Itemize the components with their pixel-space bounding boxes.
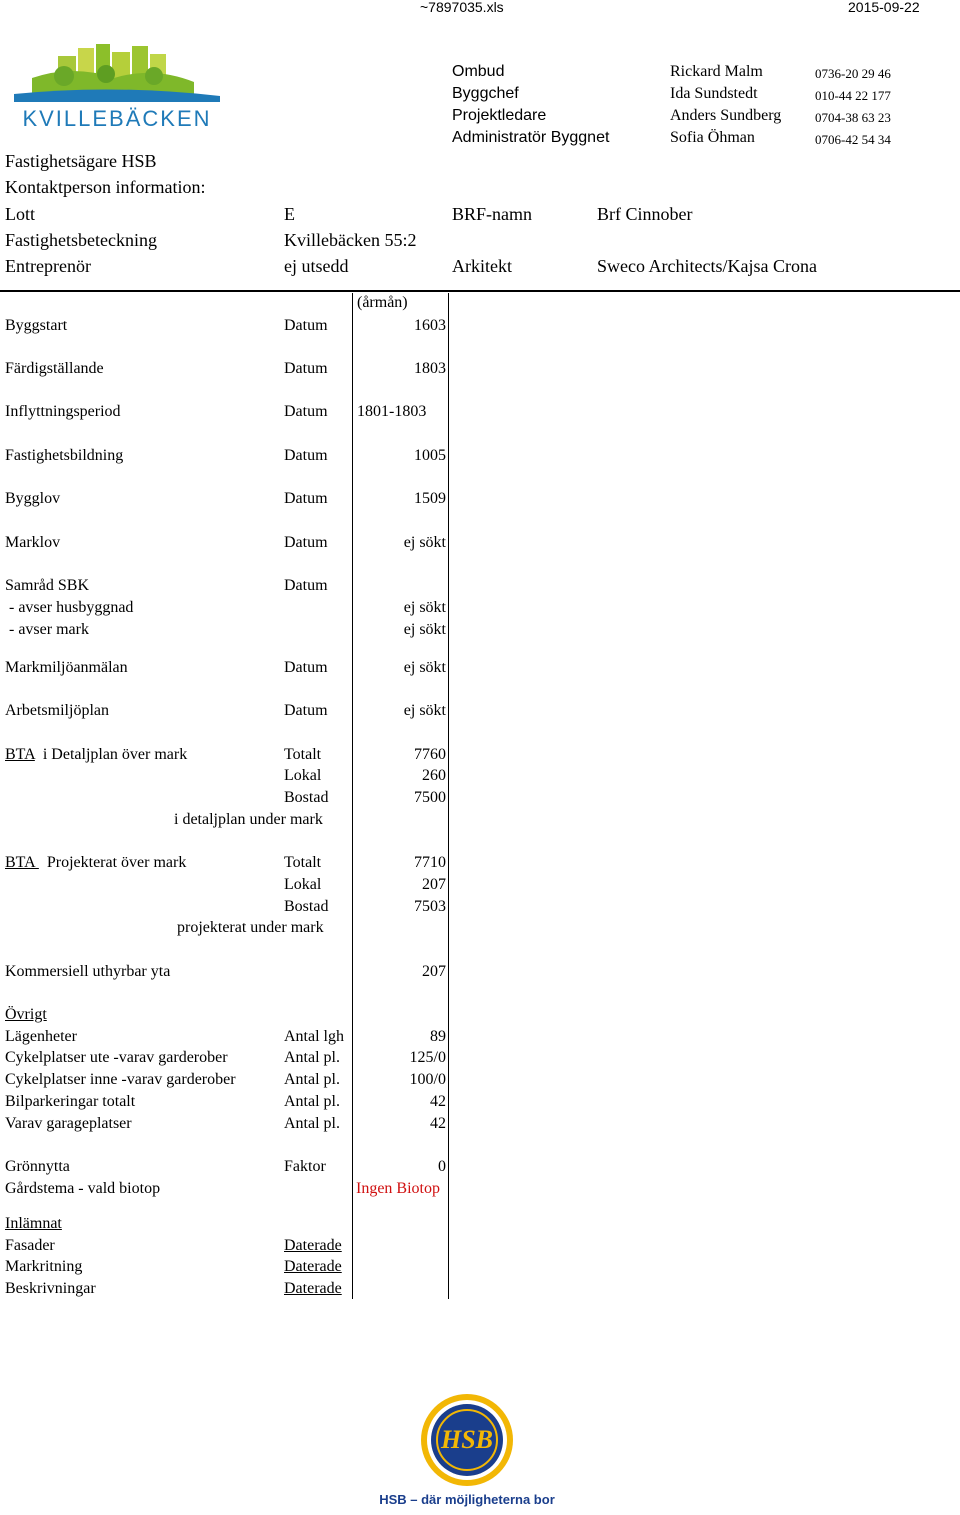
bta-kind: Totalt [284, 746, 322, 763]
lott-label: Lott [5, 204, 35, 224]
ovrigt-kind: Antal pl. [284, 1093, 340, 1110]
gronnytta-kind: Faktor [284, 1158, 326, 1175]
fastighet-label: Fastighetsbeteckning [5, 230, 157, 250]
contact-phone: 0704-38 63 23 [815, 110, 891, 125]
bta-value: 7503 [414, 898, 446, 915]
ovrigt-value: 42 [430, 1115, 446, 1132]
gronnytta-label: Grönnytta [5, 1158, 70, 1175]
date-value: 1005 [414, 447, 446, 464]
inlamnat-title: Inlämnat [5, 1215, 62, 1232]
inlamnat-kind: Daterade [284, 1280, 342, 1297]
column-line [352, 293, 353, 1299]
bta-value: 7500 [414, 789, 446, 806]
inlamnat-label: Beskrivningar [5, 1280, 96, 1297]
kvillebacken-logo [14, 42, 220, 132]
date-label: Inflyttningsperiod [5, 403, 121, 420]
date-value: ej sökt [403, 702, 446, 719]
samrad-kind: Datum [284, 577, 328, 594]
owner-label: Fastighetsägare HSB [5, 151, 157, 171]
bta-heading [5, 854, 186, 872]
ovrigt-label: Varav garageplatser [5, 1115, 132, 1132]
inlamnat-kind: Daterade [284, 1258, 342, 1275]
date-label: Marklov [5, 534, 61, 551]
ovrigt-value: 42 [430, 1093, 446, 1110]
entreprenor-value: ej utsedd [284, 256, 349, 276]
inlamnat-kind: Daterade [284, 1237, 342, 1254]
date-label: Bygglov [5, 490, 61, 507]
gronnytta-value: 0 [438, 1158, 446, 1175]
bta-value: 207 [422, 876, 446, 893]
gardstema-label: Gårdstema - vald biotop [5, 1180, 161, 1197]
contact-name: Ida Sundstedt [670, 85, 758, 102]
inlamnat-label: Fasader [5, 1237, 55, 1254]
ovrigt-value: 100/0 [409, 1071, 446, 1088]
ovrigt-label: Lägenheter [5, 1028, 77, 1045]
contact-phone: 010-44 22 177 [815, 88, 891, 103]
file-name: ~7897035.xls [420, 0, 504, 15]
date-value: 1603 [414, 317, 446, 334]
date-value: 1509 [414, 490, 446, 507]
arkitekt-label: Arkitekt [452, 256, 512, 276]
date-value: ej sökt [403, 534, 446, 551]
bta-label: i Detaljplan över mark [34, 746, 188, 763]
bta-kind: Bostad [284, 898, 329, 915]
bta-label: Projekterat över mark [38, 854, 187, 871]
fastighet-value: Kvillebäcken 55:2 [284, 230, 417, 250]
date-value: 1803 [414, 360, 446, 377]
date-label: Byggstart [5, 317, 68, 334]
bta-value: 260 [422, 767, 446, 784]
contact-name: Rickard Malm [670, 63, 763, 80]
inlamnat-label: Markritning [5, 1258, 83, 1275]
ovrigt-title: Övrigt [5, 1006, 47, 1023]
ovrigt-label: Cykelplatser inne -varav garderober [5, 1071, 236, 1088]
unit-header: (årmån) [357, 294, 408, 311]
hsb-slogan: HSB – där möjligheterna bor [379, 1492, 555, 1507]
ovrigt-value: 89 [430, 1028, 446, 1045]
date-kind: Datum [284, 447, 328, 464]
entreprenor-label: Entreprenör [5, 256, 91, 276]
hsb-mark: HSB [440, 1425, 494, 1454]
date-kind: Datum [284, 403, 328, 420]
lott-value: E [284, 204, 295, 224]
date-kind: Datum [284, 534, 328, 551]
date-kind: Datum [284, 317, 328, 334]
date-kind: Datum [284, 360, 328, 377]
arkitekt-value: Sweco Architects/Kajsa Crona [597, 256, 817, 276]
date-kind: Datum [284, 490, 328, 507]
date-kind: Datum [284, 702, 328, 719]
date-label: Arbetsmiljöplan [5, 702, 109, 719]
date-label: Färdigställande [5, 360, 104, 377]
ovrigt-label: Bilparkeringar totalt [5, 1093, 136, 1110]
bta-prefix: BTA [5, 854, 39, 871]
bta-under: projekterat under mark [177, 919, 324, 936]
samrad-sub-value: ej sökt [403, 621, 446, 638]
divider [0, 290, 960, 292]
logo-text: KVILLEBÄCKEN [22, 106, 212, 131]
date-kind: Datum [284, 659, 328, 676]
contact-role: Projektledare [452, 107, 547, 124]
date-value: ej sökt [403, 659, 446, 676]
bta-under: i detaljplan under mark [174, 811, 323, 828]
date-value: 1801-1803 [357, 403, 427, 420]
contact-label: Kontaktperson information: [5, 177, 206, 197]
hsb-logo [372, 1392, 562, 1510]
bta-kind: Bostad [284, 789, 329, 806]
bta-heading [5, 746, 187, 764]
contact-phone: 0706-42 54 34 [815, 132, 891, 147]
ovrigt-kind: Antal pl. [284, 1049, 340, 1066]
brf-label: BRF-namn [452, 204, 533, 224]
bta-value: 7760 [414, 746, 446, 763]
ovrigt-label: Cykelplatser ute -varav garderober [5, 1049, 228, 1066]
bta-kind: Lokal [284, 767, 322, 784]
samrad-sub-label: - avser husbyggnad [5, 599, 134, 616]
contact-phone: 0736-20 29 46 [815, 66, 891, 81]
contact-name: Anders Sundberg [670, 107, 782, 124]
bta-value: 7710 [414, 854, 446, 871]
kommersiell-value: 207 [422, 963, 446, 980]
contact-role: Ombud [452, 63, 505, 80]
brf-value: Brf Cinnober [597, 204, 693, 224]
bta-prefix: BTA [5, 746, 35, 763]
ovrigt-kind: Antal lgh [284, 1028, 344, 1045]
ovrigt-kind: Antal pl. [284, 1115, 340, 1132]
date-label: Fastighetsbildning [5, 447, 124, 464]
kommersiell-label: Kommersiell uthyrbar yta [5, 963, 171, 980]
ovrigt-value: 125/0 [409, 1049, 446, 1066]
column-line [448, 293, 449, 1299]
bta-kind: Lokal [284, 876, 322, 893]
bta-kind: Totalt [284, 854, 322, 871]
file-date: 2015-09-22 [848, 0, 920, 15]
ovrigt-kind: Antal pl. [284, 1071, 340, 1088]
date-label: Markmiljöanmälan [5, 659, 128, 676]
samrad-sub-value: ej sökt [403, 599, 446, 616]
samrad-label: Samråd SBK [5, 577, 89, 594]
samrad-sub-label: - avser mark [5, 621, 89, 638]
gardstema-value: Ingen Biotop [356, 1180, 440, 1197]
contact-role: Byggchef [452, 85, 519, 102]
contact-role: Administratör Byggnet [452, 129, 610, 146]
contact-name: Sofia Öhman [670, 129, 755, 146]
